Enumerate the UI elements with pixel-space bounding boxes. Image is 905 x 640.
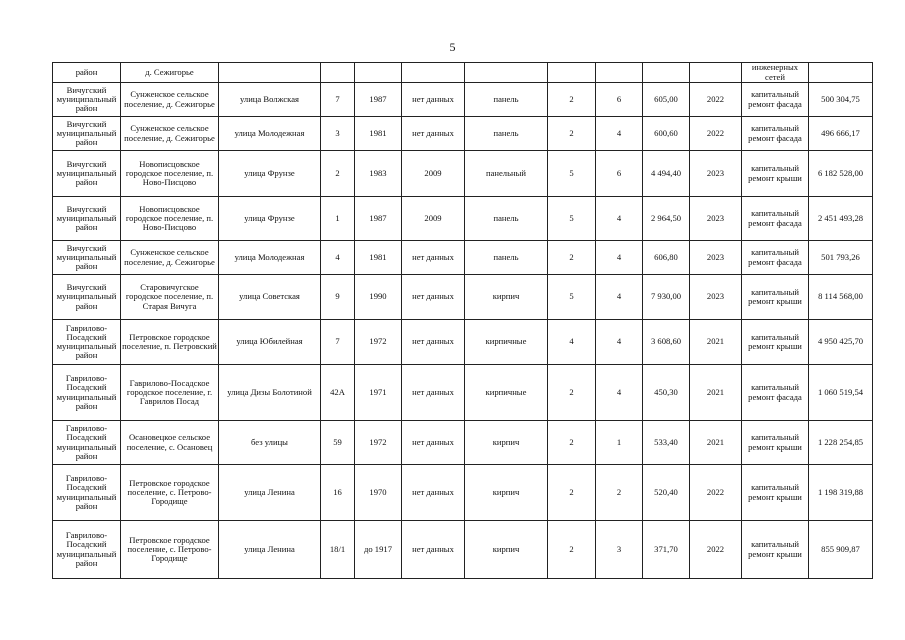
cell-build-year: 1971 (355, 365, 402, 421)
cell-municipal-district: Вичугский муниципальный район (53, 117, 121, 151)
cell-plan-year: 2022 (690, 465, 742, 521)
cell-house-number: 7 (321, 320, 355, 365)
cell-build-year (355, 63, 402, 83)
cell-cost: 8 114 568,00 (809, 275, 873, 320)
cell-municipal-district: Гаврилово-Посадский муниципальный район (53, 421, 121, 465)
cell-area: 371,70 (643, 521, 690, 579)
cell-reconstruction-year: нет данных (402, 521, 465, 579)
cell-house-number: 16 (321, 465, 355, 521)
cell-settlement: Петровское городское поселение, п. Петровский (121, 320, 219, 365)
cell-floors: 2 (548, 465, 596, 521)
cell-area: 605,00 (643, 83, 690, 117)
cell-reconstruction-year: нет данных (402, 241, 465, 275)
cell-house-number: 9 (321, 275, 355, 320)
cell-area: 606,80 (643, 241, 690, 275)
cell-entrances: 2 (596, 465, 643, 521)
cell-area: 533,40 (643, 421, 690, 465)
cell-street: улица Юбилейная (219, 320, 321, 365)
cell-plan-year: 2021 (690, 320, 742, 365)
cell-work-type: капитальный ремонт крыши (742, 320, 809, 365)
cell-floors: 2 (548, 241, 596, 275)
cell-area: 450,30 (643, 365, 690, 421)
cell-plan-year: 2021 (690, 365, 742, 421)
cell-floors (548, 63, 596, 83)
cell-cost: 1 198 319,88 (809, 465, 873, 521)
cell-cost: 1 228 254,85 (809, 421, 873, 465)
cell-wall-material: панель (465, 197, 548, 241)
cell-municipal-district: район (53, 63, 121, 83)
cell-municipal-district: Вичугский муниципальный район (53, 151, 121, 197)
table-row (53, 421, 873, 465)
cell-house-number: 1 (321, 197, 355, 241)
cell-entrances (596, 63, 643, 83)
cell-area: 7 930,00 (643, 275, 690, 320)
cell-cost: 501 793,26 (809, 241, 873, 275)
cell-plan-year: 2021 (690, 421, 742, 465)
table-body (53, 63, 873, 579)
cell-house-number: 18/1 (321, 521, 355, 579)
cell-reconstruction-year: 2009 (402, 197, 465, 241)
cell-settlement: Петровское городское поселение, с. Петрово-Городище (121, 521, 219, 579)
cell-house-number: 3 (321, 117, 355, 151)
cell-street: улица Ленина (219, 521, 321, 579)
cell-build-year: 1987 (355, 197, 402, 241)
cell-municipal-district: Вичугский муниципальный район (53, 83, 121, 117)
cell-build-year: 1970 (355, 465, 402, 521)
cell-street: улица Молодежная (219, 117, 321, 151)
cell-wall-material: панельный (465, 151, 548, 197)
cell-entrances: 4 (596, 117, 643, 151)
cell-cost: 500 304,75 (809, 83, 873, 117)
cell-cost: 855 909,87 (809, 521, 873, 579)
cell-work-type: инженерных сетей (742, 63, 809, 83)
cell-plan-year: 2022 (690, 83, 742, 117)
cell-entrances: 6 (596, 83, 643, 117)
cell-area: 2 964,50 (643, 197, 690, 241)
housing-repair-table (52, 62, 873, 579)
cell-entrances: 4 (596, 241, 643, 275)
cell-entrances: 4 (596, 365, 643, 421)
cell-plan-year: 2023 (690, 241, 742, 275)
cell-wall-material (465, 63, 548, 83)
cell-work-type: капитальный ремонт крыши (742, 421, 809, 465)
cell-entrances: 3 (596, 521, 643, 579)
cell-reconstruction-year: нет данных (402, 465, 465, 521)
cell-plan-year: 2023 (690, 275, 742, 320)
cell-house-number (321, 63, 355, 83)
cell-work-type: капитальный ремонт фасада (742, 241, 809, 275)
cell-municipal-district: Гаврилово-Посадский муниципальный район (53, 521, 121, 579)
cell-municipal-district: Гаврилово-Посадский муниципальный район (53, 365, 121, 421)
cell-settlement: Сунженское сельское поселение, д. Сежигорье (121, 117, 219, 151)
cell-house-number: 59 (321, 421, 355, 465)
table-row (53, 275, 873, 320)
cell-cost: 6 182 528,00 (809, 151, 873, 197)
cell-reconstruction-year: 2009 (402, 151, 465, 197)
cell-work-type: капитальный ремонт фасада (742, 197, 809, 241)
table-row (53, 117, 873, 151)
cell-plan-year: 2022 (690, 117, 742, 151)
cell-settlement: Осановецкое сельское поселение, с. Осановец (121, 421, 219, 465)
cell-municipal-district: Гаврилово-Посадский муниципальный район (53, 320, 121, 365)
cell-work-type: капитальный ремонт фасада (742, 83, 809, 117)
cell-municipal-district: Вичугский муниципальный район (53, 275, 121, 320)
cell-street: улица Советская (219, 275, 321, 320)
cell-area (643, 63, 690, 83)
cell-wall-material: кирпич (465, 521, 548, 579)
table-row (53, 197, 873, 241)
cell-area: 3 608,60 (643, 320, 690, 365)
cell-build-year: 1990 (355, 275, 402, 320)
cell-reconstruction-year (402, 63, 465, 83)
cell-floors: 2 (548, 83, 596, 117)
cell-work-type: капитальный ремонт крыши (742, 521, 809, 579)
cell-area: 520,40 (643, 465, 690, 521)
cell-reconstruction-year: нет данных (402, 83, 465, 117)
table-row (53, 63, 873, 83)
cell-reconstruction-year: нет данных (402, 365, 465, 421)
cell-municipal-district: Вичугский муниципальный район (53, 241, 121, 275)
cell-house-number: 7 (321, 83, 355, 117)
cell-settlement: Старовичугское городское поселение, п. Старая Вичуга (121, 275, 219, 320)
cell-cost: 4 950 425,70 (809, 320, 873, 365)
table-row (53, 365, 873, 421)
cell-build-year: до 1917 (355, 521, 402, 579)
cell-floors: 5 (548, 275, 596, 320)
cell-cost: 2 451 493,28 (809, 197, 873, 241)
cell-floors: 2 (548, 117, 596, 151)
cell-street: улица Фрунзе (219, 151, 321, 197)
cell-entrances: 6 (596, 151, 643, 197)
cell-work-type: капитальный ремонт фасада (742, 117, 809, 151)
page-number: 5 (449, 40, 456, 54)
cell-wall-material: панель (465, 117, 548, 151)
cell-entrances: 4 (596, 275, 643, 320)
cell-street: улица Фрунзе (219, 197, 321, 241)
cell-floors: 2 (548, 521, 596, 579)
cell-floors: 5 (548, 151, 596, 197)
cell-settlement: д. Сежигорье (121, 63, 219, 83)
cell-wall-material: панель (465, 241, 548, 275)
cell-work-type: капитальный ремонт крыши (742, 465, 809, 521)
cell-settlement: Гаврилово-Посадское городское поселение, г. Гаврилов Посад (121, 365, 219, 421)
cell-settlement: Сунженское сельское поселение, д. Сежигорье (121, 83, 219, 117)
cell-wall-material: кирпич (465, 275, 548, 320)
cell-floors: 2 (548, 365, 596, 421)
table-row (53, 151, 873, 197)
cell-entrances: 4 (596, 197, 643, 241)
cell-floors: 4 (548, 320, 596, 365)
cell-work-type: капитальный ремонт крыши (742, 151, 809, 197)
cell-plan-year: 2023 (690, 151, 742, 197)
table-row (53, 83, 873, 117)
cell-work-type: капитальный ремонт крыши (742, 275, 809, 320)
cell-wall-material: кирпичные (465, 320, 548, 365)
cell-street: улица Дизы Болотиной (219, 365, 321, 421)
cell-municipal-district: Вичугский муниципальный район (53, 197, 121, 241)
cell-settlement: Петровское городское поселение, с. Петрово-Городище (121, 465, 219, 521)
cell-work-type: капитальный ремонт фасада (742, 365, 809, 421)
cell-street: улица Ленина (219, 465, 321, 521)
cell-build-year: 1981 (355, 241, 402, 275)
cell-cost: 1 060 519,54 (809, 365, 873, 421)
cell-house-number: 4 (321, 241, 355, 275)
cell-plan-year: 2023 (690, 197, 742, 241)
cell-settlement: Новописцовское городское поселение, п. Ново-Писцово (121, 197, 219, 241)
cell-municipal-district: Гаврилово-Посадский муниципальный район (53, 465, 121, 521)
cell-reconstruction-year: нет данных (402, 275, 465, 320)
cell-settlement: Сунженское сельское поселение, д. Сежигорье (121, 241, 219, 275)
cell-cost: 496 666,17 (809, 117, 873, 151)
table-row (53, 465, 873, 521)
cell-reconstruction-year: нет данных (402, 421, 465, 465)
cell-house-number: 42А (321, 365, 355, 421)
cell-build-year: 1981 (355, 117, 402, 151)
cell-wall-material: панель (465, 83, 548, 117)
table-row (53, 320, 873, 365)
cell-settlement: Новописцовское городское поселение, п. Ново-Писцово (121, 151, 219, 197)
cell-area: 600,60 (643, 117, 690, 151)
cell-wall-material: кирпичные (465, 365, 548, 421)
cell-plan-year (690, 63, 742, 83)
cell-build-year: 1983 (355, 151, 402, 197)
cell-reconstruction-year: нет данных (402, 117, 465, 151)
cell-street: улица Молодежная (219, 241, 321, 275)
table-row (53, 521, 873, 579)
cell-reconstruction-year: нет данных (402, 320, 465, 365)
cell-street: без улицы (219, 421, 321, 465)
cell-build-year: 1987 (355, 83, 402, 117)
cell-street (219, 63, 321, 83)
cell-wall-material: кирпич (465, 421, 548, 465)
cell-build-year: 1972 (355, 421, 402, 465)
cell-cost (809, 63, 873, 83)
table-row (53, 241, 873, 275)
cell-floors: 5 (548, 197, 596, 241)
cell-entrances: 1 (596, 421, 643, 465)
cell-house-number: 2 (321, 151, 355, 197)
cell-street: улица Волжская (219, 83, 321, 117)
cell-plan-year: 2022 (690, 521, 742, 579)
cell-wall-material: кирпич (465, 465, 548, 521)
cell-floors: 2 (548, 421, 596, 465)
cell-area: 4 494,40 (643, 151, 690, 197)
cell-build-year: 1972 (355, 320, 402, 365)
cell-entrances: 4 (596, 320, 643, 365)
